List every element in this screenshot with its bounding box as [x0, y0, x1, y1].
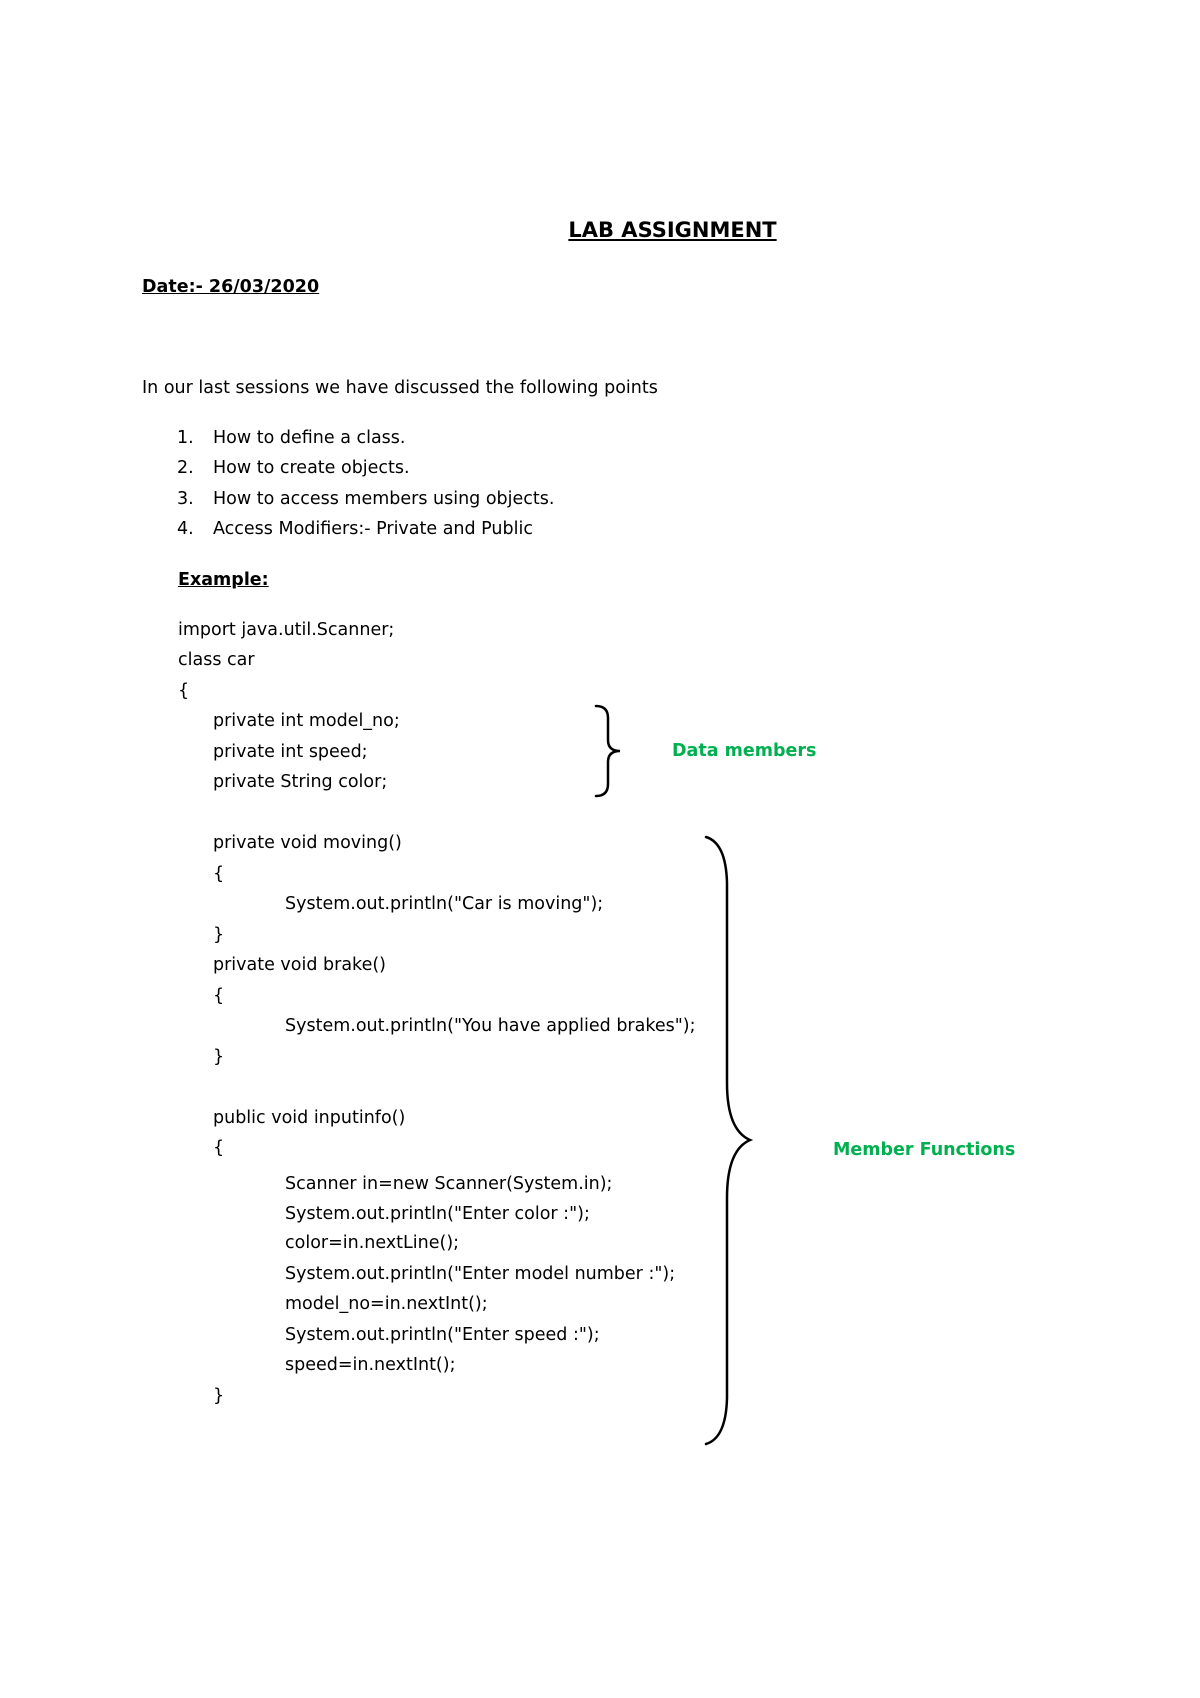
member-functions-brace: [700, 833, 760, 1448]
code-line: System.out.println("Enter model number :");: [285, 1264, 676, 1284]
code-line: private int speed;: [213, 742, 368, 762]
list-text: How to define a class.: [213, 428, 406, 448]
data-members-brace: [590, 704, 630, 799]
list-text: How to access members using objects.: [213, 489, 555, 509]
code-line: System.out.println("You have applied brakes");: [285, 1016, 696, 1036]
code-line: }: [213, 1386, 225, 1406]
code-line: private String color;: [213, 772, 388, 792]
code-line: System.out.println("Enter color :");: [285, 1204, 590, 1224]
code-line: {: [213, 986, 225, 1006]
code-line: model_no=in.nextInt();: [285, 1294, 488, 1314]
code-line: }: [213, 925, 225, 945]
code-line: {: [213, 1138, 225, 1158]
example-heading: Example:: [178, 570, 269, 590]
list-number: 2.: [177, 458, 194, 478]
code-line: import java.util.Scanner;: [178, 620, 395, 640]
code-line: {: [178, 681, 190, 701]
list-text: How to create objects.: [213, 458, 410, 478]
page-title: LAB ASSIGNMENT: [568, 218, 777, 242]
code-line: color=in.nextLine();: [285, 1233, 460, 1253]
assignment-date: Date:- 26/03/2020: [142, 277, 320, 297]
list-number: 1.: [177, 428, 194, 448]
code-line: private void brake(): [213, 955, 386, 975]
code-line: speed=in.nextInt();: [285, 1355, 456, 1375]
code-line: }: [213, 1047, 225, 1067]
list-text: Access Modifiers:- Private and Public: [213, 519, 533, 539]
code-line: System.out.println("Car is moving");: [285, 894, 604, 914]
code-line: Scanner in=new Scanner(System.in);: [285, 1174, 613, 1194]
code-line: private void moving(): [213, 833, 402, 853]
intro-text: In our last sessions we have discussed the following points: [142, 378, 658, 398]
code-line: {: [213, 864, 225, 884]
list-number: 3.: [177, 489, 194, 509]
code-line: class car: [178, 650, 255, 670]
code-line: private int model_no;: [213, 711, 400, 731]
list-number: 4.: [177, 519, 194, 539]
member-functions-label: Member Functions: [833, 1140, 1016, 1160]
code-line: System.out.println("Enter speed :");: [285, 1325, 600, 1345]
data-members-label: Data members: [672, 741, 817, 761]
code-line: public void inputinfo(): [213, 1108, 406, 1128]
